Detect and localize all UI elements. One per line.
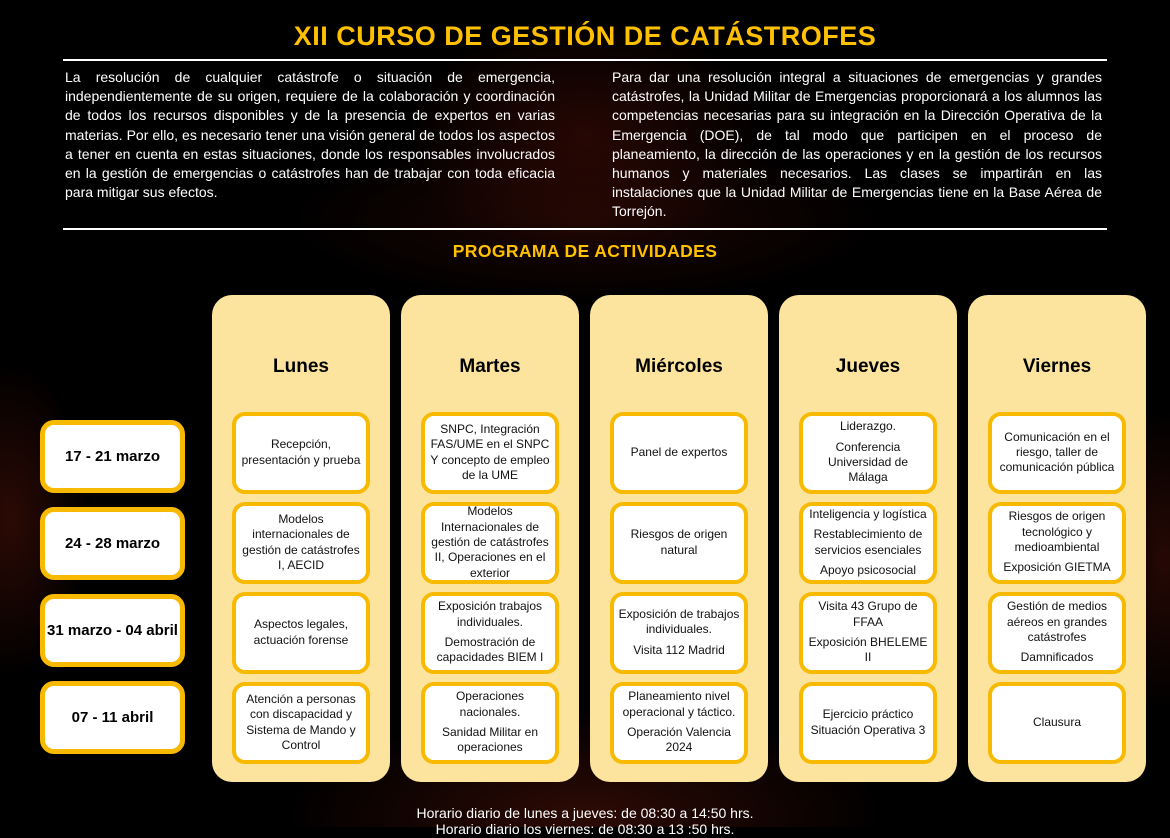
activity-text: Visita 43 Grupo de FFAA	[818, 599, 918, 629]
program-title: PROGRAMA DE ACTIVIDADES	[452, 240, 718, 261]
activity-cell-lunes-week2	[232, 502, 370, 584]
day-header-martes: Martes	[459, 356, 521, 378]
footer-schedule-hours	[0, 805, 1170, 838]
activity-cell-viernes-week3	[988, 592, 1126, 674]
activity-text: Modelos internacionales de gestión de catástrofes I, AECID	[242, 511, 360, 572]
activity-cell-lunes-week1	[232, 412, 370, 494]
activity-text: Restablecimiento de servicios esenciales	[813, 527, 923, 557]
divider-top	[63, 59, 1107, 61]
activity-cell-viernes-week4	[988, 682, 1126, 764]
activity-text: Sanidad Militar en operaciones	[441, 725, 539, 755]
activity-text: Exposición de trabajos individuales.	[618, 607, 740, 637]
day-column-miercoles	[590, 295, 768, 782]
activity-text: Comunicación en el riesgo, taller de comunicación pública	[999, 429, 1115, 475]
activity-cell-miercoles-week2	[610, 502, 748, 584]
days-row	[212, 295, 1146, 782]
activity-cell-viernes-week2	[988, 502, 1126, 584]
activity-cell-viernes-week1	[988, 412, 1126, 494]
activity-cell-jueves-week3	[799, 592, 937, 674]
activity-text: Visita 112 Madrid	[633, 642, 725, 657]
day-cells-martes	[421, 412, 559, 764]
footer-line-1: Horario diario de lunes a jueves: de 08:30 a 14:50 hrs.	[416, 804, 754, 821]
day-header-jueves: Jueves	[835, 356, 901, 378]
activity-text: Apoyo psicosocial	[819, 562, 917, 577]
activity-cell-lunes-week4	[232, 682, 370, 764]
activity-cell-jueves-week4	[799, 682, 937, 764]
activity-text: Exposición trabajos individuales.	[437, 599, 543, 629]
activity-text: Riesgos de origen tecnológico y medioambiental	[1008, 509, 1106, 555]
activity-text: Liderazgo.	[839, 419, 897, 434]
activity-text: Inteligencia y logística	[809, 506, 927, 521]
page-title: XII CURSO DE GESTIÓN DE CATÁSTROFES	[293, 21, 877, 51]
week-date-box-2: 24 - 28 marzo	[40, 507, 185, 580]
intro-section	[65, 68, 1102, 222]
activity-cell-miercoles-week3	[610, 592, 748, 674]
activity-text: Conferencia Universidad de Málaga	[827, 439, 909, 485]
activity-text: Demostración de capacidades BIEM I	[436, 635, 544, 665]
day-cells-viernes	[988, 412, 1126, 764]
activity-text: Damnificados	[1020, 650, 1094, 665]
footer-line-2: Horario diario los viernes: de 08:30 a 13 :50 hrs.	[435, 821, 735, 838]
activity-text: Recepción, presentación y prueba	[241, 437, 361, 467]
day-column-viernes	[968, 295, 1146, 782]
activity-cell-lunes-week3	[232, 592, 370, 674]
activity-text: Modelos Internacionales de gestión de catástrofes II, Operaciones en el exterior	[431, 504, 549, 580]
activity-text: Riesgos de origen natural	[630, 527, 728, 557]
activity-text: Operación Valencia 2024	[627, 725, 731, 755]
activity-cell-martes-week2	[421, 502, 559, 584]
activity-text: Exposición GIETMA	[1003, 560, 1111, 575]
intro-paragraph-right: Para dar una resolución integral a situaciones de emergencias y grandes catástrofes, la Unidad Militar de Emergencias proporcionará a los alumnos las competencias necesarias para su integración en la Dirección Operativa de la Emergencia (DOE), de tal modo que participen en el proceso de planeamiento, la dirección de las operaciones y en la gestión de los recursos humanos y materiales necesarios. Las clases se impartirán en las instalaciones que la Unidad Militar de Emergencias tiene en la Base Aérea de Torrejón.	[612, 69, 1102, 220]
week-date-box-1: 17 - 21 marzo	[40, 420, 185, 493]
week-date-box-4: 07 - 11 abril	[40, 681, 185, 754]
activity-text: Operaciones nacionales.	[455, 689, 525, 719]
day-cells-lunes	[232, 412, 370, 764]
activity-text: Atención a personas con discapacidad y Sistema de Mando y Control	[246, 691, 356, 752]
activity-text: Ejercicio práctico Situación Operativa 3	[810, 707, 926, 737]
activity-text: SNPC, Integración FAS/UME en el SNPC Y concepto de empleo de la UME	[430, 421, 550, 482]
week-date-rail	[40, 420, 185, 754]
activity-text: Exposición BHELEME II	[808, 635, 928, 665]
day-cells-miercoles	[610, 412, 748, 764]
activity-text: Clausura	[1032, 714, 1082, 729]
activity-cell-martes-week4	[421, 682, 559, 764]
activity-text: Aspectos legales, actuación forense	[253, 617, 349, 647]
intro-paragraph-left: La resolución de cualquier catástrofe o situación de emergencia, independientemente de su origen, requiere de la colaboración y coordinación de todos los recursos disponibles y de la presencia de expertos en varias materias. Por ello, es necesario tener una visión general de todos los aspectos a tener en cuenta en estas situaciones, donde los responsables involucrados en la gestión de emergencias o catástrofes han de trabajar con toda eficacia para mitigar sus efectos.	[65, 69, 555, 201]
activity-cell-jueves-week1	[799, 412, 937, 494]
activity-cell-martes-week1	[421, 412, 559, 494]
week-date-box-3: 31 marzo - 04 abril	[40, 594, 185, 667]
day-header-miercoles: Miércoles	[635, 356, 723, 378]
activity-text: Panel de expertos	[630, 444, 728, 459]
day-header-lunes: Lunes	[273, 356, 329, 378]
activity-cell-miercoles-week4	[610, 682, 748, 764]
day-cells-jueves	[799, 412, 937, 764]
activity-cell-martes-week3	[421, 592, 559, 674]
day-column-jueves	[779, 295, 957, 782]
schedule-grid	[0, 295, 1170, 782]
activity-text: Planeamiento nivel operacional y táctico.	[622, 689, 736, 719]
activity-cell-jueves-week2	[799, 502, 937, 584]
day-header-viernes: Viernes	[1022, 356, 1092, 378]
activity-cell-miercoles-week1	[610, 412, 748, 494]
day-column-martes	[401, 295, 579, 782]
activity-text: Gestión de medios aéreos en grandes catástrofes	[1006, 599, 1108, 645]
day-column-lunes	[212, 295, 390, 782]
